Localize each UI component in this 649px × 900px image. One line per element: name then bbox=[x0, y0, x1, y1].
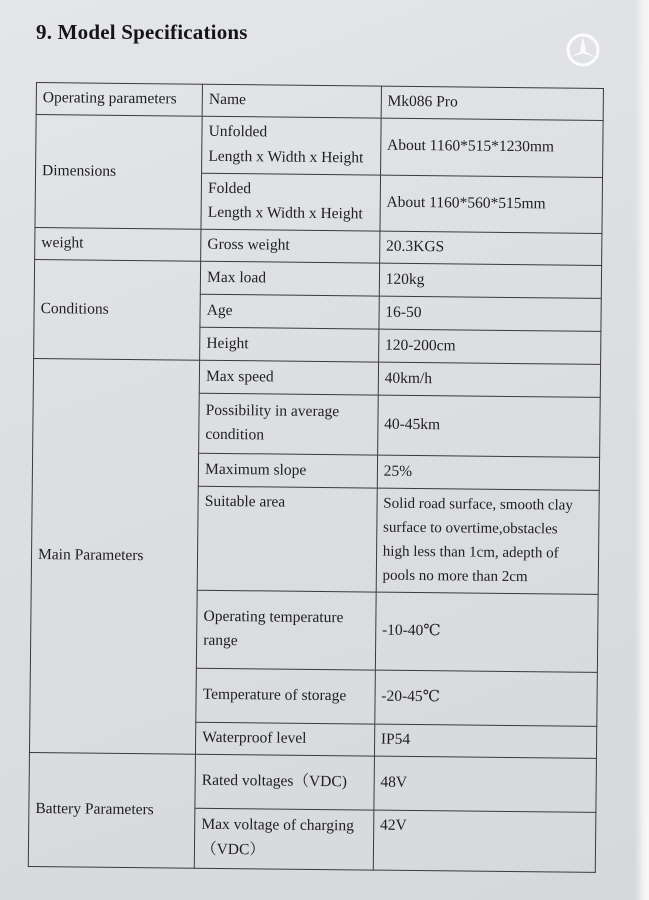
row-value: About 1160*560*515mm bbox=[380, 175, 603, 234]
row-name-line: condition bbox=[205, 426, 265, 444]
row-value: 25% bbox=[377, 455, 600, 490]
header-name: Name bbox=[202, 84, 381, 118]
car-brand-logo-icon bbox=[566, 33, 600, 67]
category-weight: weight bbox=[35, 228, 201, 262]
row-value: 20.3KGS bbox=[379, 231, 602, 265]
row-name-line: Possibility in average bbox=[205, 401, 340, 420]
row-value-line: surface to overtime,obstacles bbox=[383, 519, 558, 538]
row-name: Suitable area bbox=[197, 486, 377, 592]
row-value: 40-45km bbox=[377, 395, 600, 457]
row-name: Height bbox=[200, 327, 379, 362]
page-edge-shadow bbox=[635, 0, 649, 900]
table-row bbox=[33, 358, 600, 397]
table-row bbox=[36, 115, 604, 178]
row-name bbox=[202, 116, 381, 174]
category-main-parameters: Main Parameters bbox=[29, 358, 199, 754]
row-name-line: Length x Width x Height bbox=[208, 147, 364, 167]
row-name-line: Length x Width x Height bbox=[207, 204, 363, 223]
row-value: IP54 bbox=[374, 724, 597, 758]
row-name: Gross weight bbox=[201, 229, 380, 263]
category-conditions: Conditions bbox=[34, 259, 201, 360]
row-name: Temperature of storage bbox=[196, 668, 375, 724]
row-name: Rated voltages（VDC) bbox=[195, 754, 374, 810]
row-value-line: Solid road surface, smooth clay bbox=[383, 495, 573, 514]
table-row bbox=[29, 752, 597, 812]
row-value: -10-40℃ bbox=[375, 592, 598, 672]
row-name-line: Max voltage of charging bbox=[201, 816, 354, 835]
row-name-line: Operating temperature bbox=[203, 607, 344, 626]
category-battery-parameters: Battery Parameters bbox=[28, 752, 195, 868]
row-name-line: range bbox=[203, 632, 238, 650]
row-name: Age bbox=[200, 294, 379, 329]
row-value: -20-45℃ bbox=[375, 670, 598, 726]
header-category: Operating parameters bbox=[36, 83, 202, 117]
row-value-line: high less than 1cm, adepth of bbox=[382, 543, 559, 562]
spec-table bbox=[28, 82, 604, 873]
row-name: Max load bbox=[200, 261, 379, 296]
row-value bbox=[376, 488, 599, 594]
page-title: 9. Model Specifications bbox=[36, 20, 248, 44]
row-value: 16-50 bbox=[379, 296, 602, 331]
row-name bbox=[201, 173, 380, 231]
row-value: 42V bbox=[373, 810, 596, 872]
row-name-line: Folded bbox=[207, 179, 252, 197]
row-name bbox=[197, 590, 376, 670]
table-row bbox=[34, 259, 601, 298]
row-name-line: Unfolded bbox=[208, 122, 268, 141]
row-value: About 1160*515*1230mm bbox=[380, 118, 603, 177]
row-value-line: pools no more than 2cm bbox=[382, 567, 528, 586]
category-dimensions: Dimensions bbox=[35, 115, 202, 230]
row-name-line: （VDC） bbox=[201, 841, 265, 859]
row-name bbox=[199, 393, 378, 455]
row-name: Maximum slope bbox=[198, 453, 377, 488]
row-name: Max speed bbox=[199, 360, 378, 395]
row-name bbox=[194, 808, 373, 870]
row-value: 48V bbox=[374, 756, 597, 812]
row-value: 120kg bbox=[379, 263, 602, 298]
row-name: Waterproof level bbox=[196, 722, 375, 756]
row-value: 120-200cm bbox=[378, 329, 601, 364]
header-value: Mk086 Pro bbox=[381, 86, 604, 120]
row-value: 40km/h bbox=[378, 362, 601, 397]
